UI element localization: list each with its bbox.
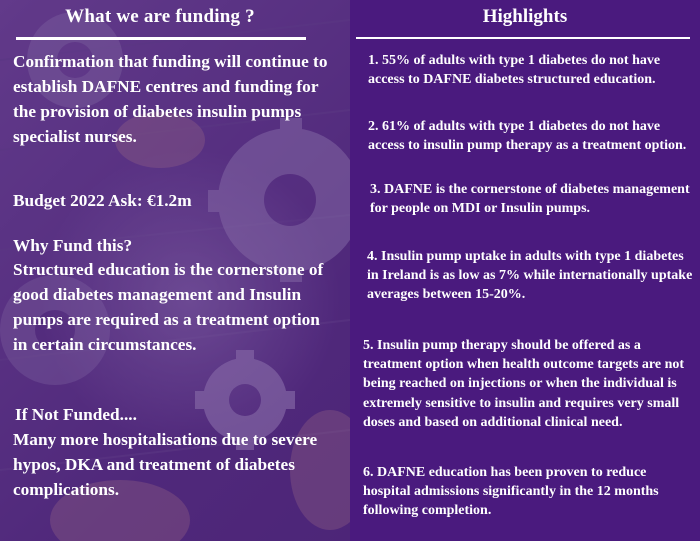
budget-ask: Budget 2022 Ask: €1.2m xyxy=(13,191,192,210)
highlights-panel xyxy=(350,0,700,541)
confirmation-text: Confirmation that funding will continue to establish DAFNE centres and funding for the provision of diabetes insulin pumps specialist nurses. xyxy=(13,52,328,146)
highlight-item: 3. DAFNE is the cornerstone of diabetes management for people on MDI or Insulin pumps. xyxy=(370,182,690,217)
highlight-item: 2. 61% of adults with type 1 diabetes do not have access to insulin pump therapy as a treatment option. xyxy=(368,119,687,154)
if-not-funded-text: Many more hospitalisations due to severe hypos, DKA and treatment of diabetes complications. xyxy=(13,430,318,499)
title-underline xyxy=(16,37,306,40)
highlight-item: 1. 55% of adults with type 1 diabetes do not have access to DAFNE diabetes structured education. xyxy=(368,53,661,88)
if-not-funded-heading: If Not Funded.... xyxy=(15,405,137,424)
why-fund-text: Structured education is the cornerstone of good diabetes management and Insulin pumps are required as a treatment option in certain circumstances. xyxy=(13,260,324,354)
highlight-item: 5. Insulin pump therapy should be offered as a treatment option when health outcome targets are not being reached on injections or when the individual is extremely sensitive to insulin and requires very small doses and based on additional clinical need. xyxy=(363,338,685,430)
highlight-item: 6. DAFNE education has been proven to reduce hospital admissions significantly in the 12 months following completion. xyxy=(363,465,659,519)
funding-panel-title: What we are funding ? xyxy=(65,6,255,27)
why-fund-heading: Why Fund this? xyxy=(13,236,133,255)
title-underline xyxy=(356,37,690,39)
highlight-item: 4. Insulin pump uptake in adults with type 1 diabetes in Ireland is as low as 7% while internationally uptake averages between 15-20%. xyxy=(367,249,693,303)
highlights-title: Highlights xyxy=(482,6,568,27)
